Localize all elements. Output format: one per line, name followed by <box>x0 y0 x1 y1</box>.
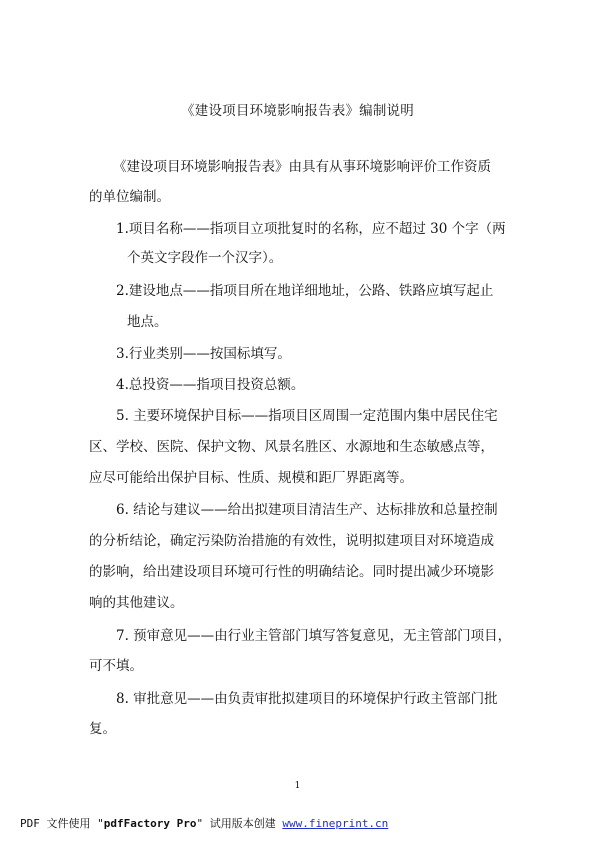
paragraph-line: 的单位编制。 <box>89 189 170 205</box>
footer-link[interactable]: www.fineprint.cn <box>282 817 389 830</box>
paragraph-line: 的分析结论，确定污染防治措施的有效性，说明拟建项目对环境造成 <box>89 533 494 549</box>
paragraph-line: 应尽可能给出保护目标、性质、规模和距厂界距离等。 <box>89 470 413 486</box>
footer-prefix: PDF 文件使用 " <box>20 817 104 830</box>
paragraph-line: 4.总投资——指项目投资总额。 <box>116 377 305 393</box>
paragraph-line: 8. 审批意见——由负责审批拟建项目的环境保护行政主管部门批 <box>116 691 498 707</box>
paragraph-line: 2.建设地点——指项目所在地详细地址，公路、铁路应填写起止 <box>116 283 494 299</box>
paragraph-line: 7. 预审意见——由行业主管部门填写答复意见，无主管部门项目， <box>116 628 512 644</box>
footer-suffix: " 试用版本创建 <box>196 817 283 830</box>
paragraph-line: 复。 <box>89 721 116 737</box>
page-title: 《建设项目环境影响报告表》编制说明 <box>181 103 414 119</box>
footer-product: pdfFactory Pro <box>103 817 197 830</box>
page-number: 1 <box>294 781 301 791</box>
paragraph-line: 区、学校、医院、保护文物、风景名胜区、水源地和生态敏感点等， <box>89 439 494 455</box>
paragraph-line: 个英文字段作一个汉字）。 <box>127 250 283 266</box>
paragraph-line: 1.项目名称——指项目立项批复时的名称，应不超过 30 个字（两 <box>116 221 506 237</box>
watermark-footer <box>20 815 388 831</box>
paragraph-line: 地点。 <box>127 314 168 330</box>
paragraph-line: 3.行业类别——按国标填写。 <box>116 346 291 362</box>
paragraph-line: 6. 结论与建议——给出拟建项目清洁生产、达标排放和总量控制 <box>116 502 498 518</box>
paragraph-line: 可不填。 <box>89 658 143 674</box>
paragraph-line: 的影响，给出建设项目环境可行性的明确结论。同时提出减少环境影 <box>89 564 494 580</box>
paragraph-line: 响的其他建议。 <box>89 595 184 611</box>
paragraph-line: 《建设项目环境影响报告表》由具有从事环境影响评价工作资质 <box>113 159 491 175</box>
paragraph-line: 5. 主要环境保护目标——指项目区周围一定范围内集中居民住宅 <box>116 408 498 424</box>
